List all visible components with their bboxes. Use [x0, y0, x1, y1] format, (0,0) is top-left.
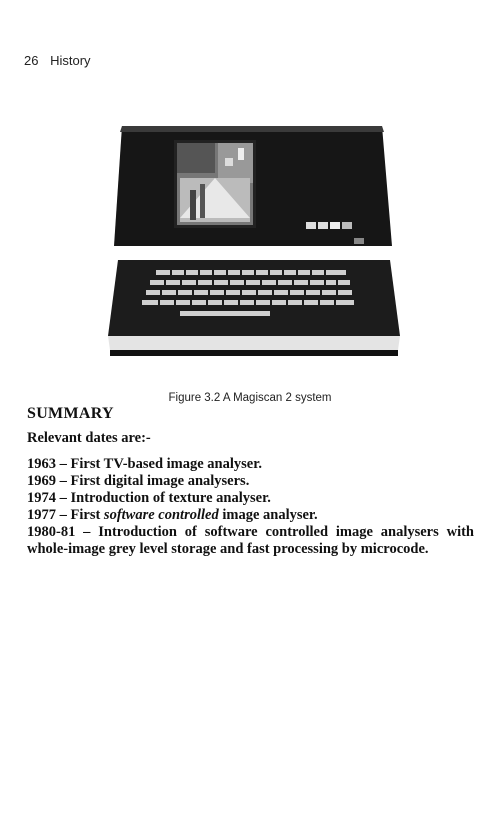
figure-caption: Figure 3.2 A Magiscan 2 system [168, 392, 332, 404]
date-item: 1974 – Introduction of texture analyser. [27, 490, 271, 506]
date-item: 1969 – First digital image analysers. [27, 473, 250, 489]
dates-list [27, 456, 474, 558]
magiscan-photo [100, 118, 405, 366]
summary-heading: SUMMARY [27, 405, 114, 422]
date-item: 1977 – First software controlled image analyser. [27, 507, 318, 523]
page-number: 26 [24, 53, 39, 68]
terminal-base [108, 336, 400, 350]
date-item: 1980-81 – Introduction of software controlled image analysers with whole-image grey level storage and fast processing by microcode. [27, 524, 474, 557]
date-item: 1963 – First TV-based image analyser. [27, 456, 262, 472]
section-title: History [50, 53, 91, 68]
computer-terminal-image [100, 118, 405, 366]
summary-intro: Relevant dates are:- [27, 430, 151, 446]
emphasis-text: software controlled [103, 507, 219, 523]
running-head [24, 53, 91, 68]
